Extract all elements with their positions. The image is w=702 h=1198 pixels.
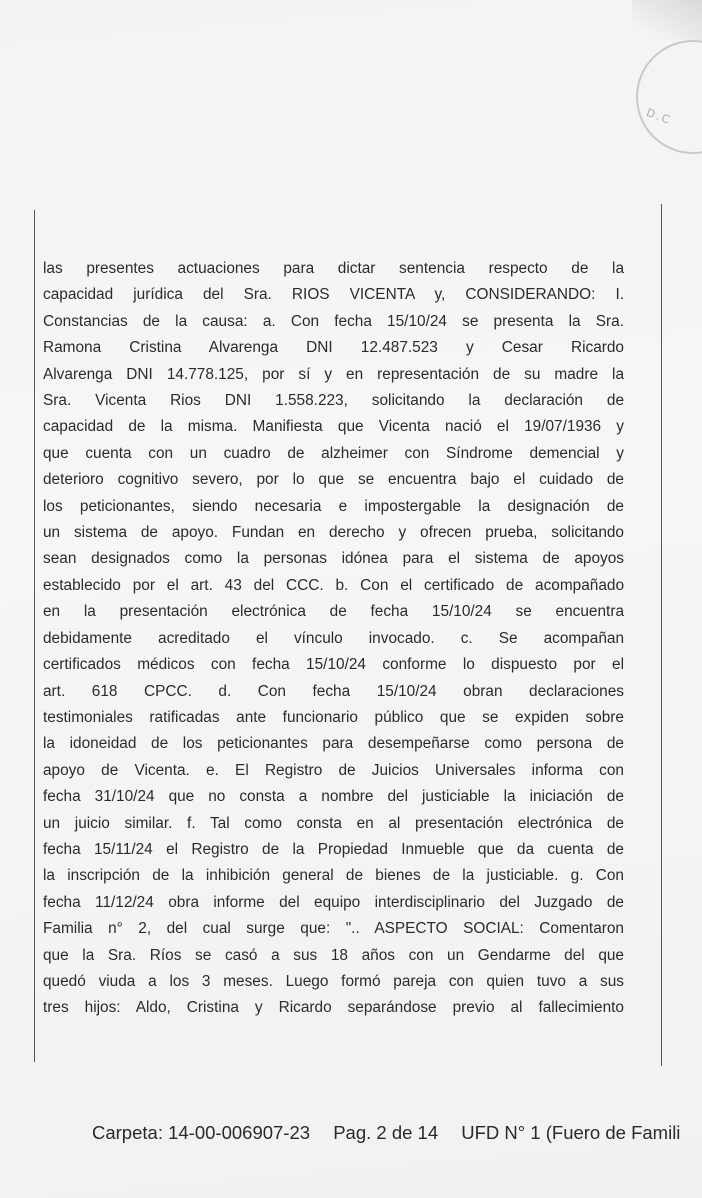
text-line: Sra. Vicenta Rios DNI 1.558.223, solicitando la declaración de bbox=[43, 392, 624, 410]
text-line: Constancias de la causa: a. Con fecha 15/10/24 se presenta la Sra. bbox=[43, 312, 624, 330]
text-line: sean designados como la personas idónea para el sistema de apoyos bbox=[43, 550, 624, 568]
seal-stamp-text: D.C bbox=[644, 106, 674, 127]
text-line: fecha 15/11/24 el Registro de la Propiedad Inmueble que da cuenta de bbox=[43, 840, 624, 858]
text-line: apoyo de Vicenta. e. El Registro de Juicios Universales informa con bbox=[43, 761, 624, 779]
left-margin-line bbox=[34, 210, 35, 1062]
text-line: art. 618 CPCC. d. Con fecha 15/10/24 obran declaraciones bbox=[43, 682, 624, 700]
text-line: Familia n° 2, del cual surge que: ".. ASPECTO SOCIAL: Comentaron bbox=[43, 920, 624, 938]
text-line: deterioro cognitivo severo, por lo que se encuentra bajo el cuidado de bbox=[43, 471, 624, 489]
text-line: que cuenta con un cuadro de alzheimer con Síndrome demencial y bbox=[43, 444, 624, 462]
text-line: un sistema de apoyo. Fundan en derecho y ofrecen prueba, solicitando bbox=[43, 524, 624, 542]
page-number: Pag. 2 de 14 bbox=[333, 1122, 439, 1143]
text-line: la idoneidad de los peticionantes para desempeñarse como persona de bbox=[43, 735, 624, 753]
text-line: capacidad jurídica del Sra. RIOS VICENTA y, CONSIDERANDO: I. bbox=[43, 286, 624, 304]
document-body bbox=[43, 256, 624, 1022]
text-line: que la Sra. Ríos se casó a sus 18 años con un Gendarme del que bbox=[43, 946, 624, 964]
text-line: Ramona Cristina Alvarenga DNI 12.487.523 y Cesar Ricardo bbox=[43, 339, 624, 357]
right-margin-line bbox=[661, 204, 662, 1066]
text-line: testimoniales ratificadas ante funcionario público que se expiden sobre bbox=[43, 708, 624, 726]
text-line: los peticionantes, siendo necesaria e impostergable la designación de bbox=[43, 497, 624, 515]
text-line: establecido por el art. 43 del CCC. b. Con el certificado de acompañado bbox=[43, 576, 624, 594]
text-line: en la presentación electrónica de fecha 15/10/24 se encuentra bbox=[43, 603, 624, 621]
page-corner-shadow bbox=[632, 0, 702, 40]
text-line: Alvarenga DNI 14.778.125, por sí y en representación de su madre la bbox=[43, 365, 624, 383]
text-line: quedó viuda a los 3 meses. Luego formó pareja con quien tuvo a sus bbox=[43, 972, 624, 990]
text-line: las presentes actuaciones para dictar sentencia respecto de la bbox=[43, 260, 624, 277]
text-line: tres hijos: Aldo, Cristina y Ricardo separándose previo al fallecimiento bbox=[43, 999, 624, 1017]
text-line: fecha 11/12/24 obra informe del equipo interdisciplinario del Juzgado de bbox=[43, 893, 624, 911]
text-line: un juicio similar. f. Tal como consta en al presentación electrónica de bbox=[43, 814, 624, 832]
page-footer bbox=[92, 1122, 698, 1144]
text-line: certificados médicos con fecha 15/10/24 conforme lo dispuesto por el bbox=[43, 656, 624, 674]
court-unit: UFD N° 1 (Fuero de Famili bbox=[461, 1122, 681, 1143]
text-line: la inscripción de la inhibición general de bienes de la justiciable. g. Con bbox=[43, 867, 624, 885]
text-line: fecha 31/10/24 que no consta a nombre del justiciable la iniciación de bbox=[43, 788, 624, 806]
seal-stamp bbox=[636, 40, 702, 154]
text-line: capacidad de la misma. Manifiesta que Vicenta nació el 19/07/1936 y bbox=[43, 418, 624, 436]
text-line: debidamente acreditado el vínculo invocado. c. Se acompañan bbox=[43, 629, 624, 647]
case-folder-number: Carpeta: 14-00-006907-23 bbox=[92, 1122, 311, 1143]
